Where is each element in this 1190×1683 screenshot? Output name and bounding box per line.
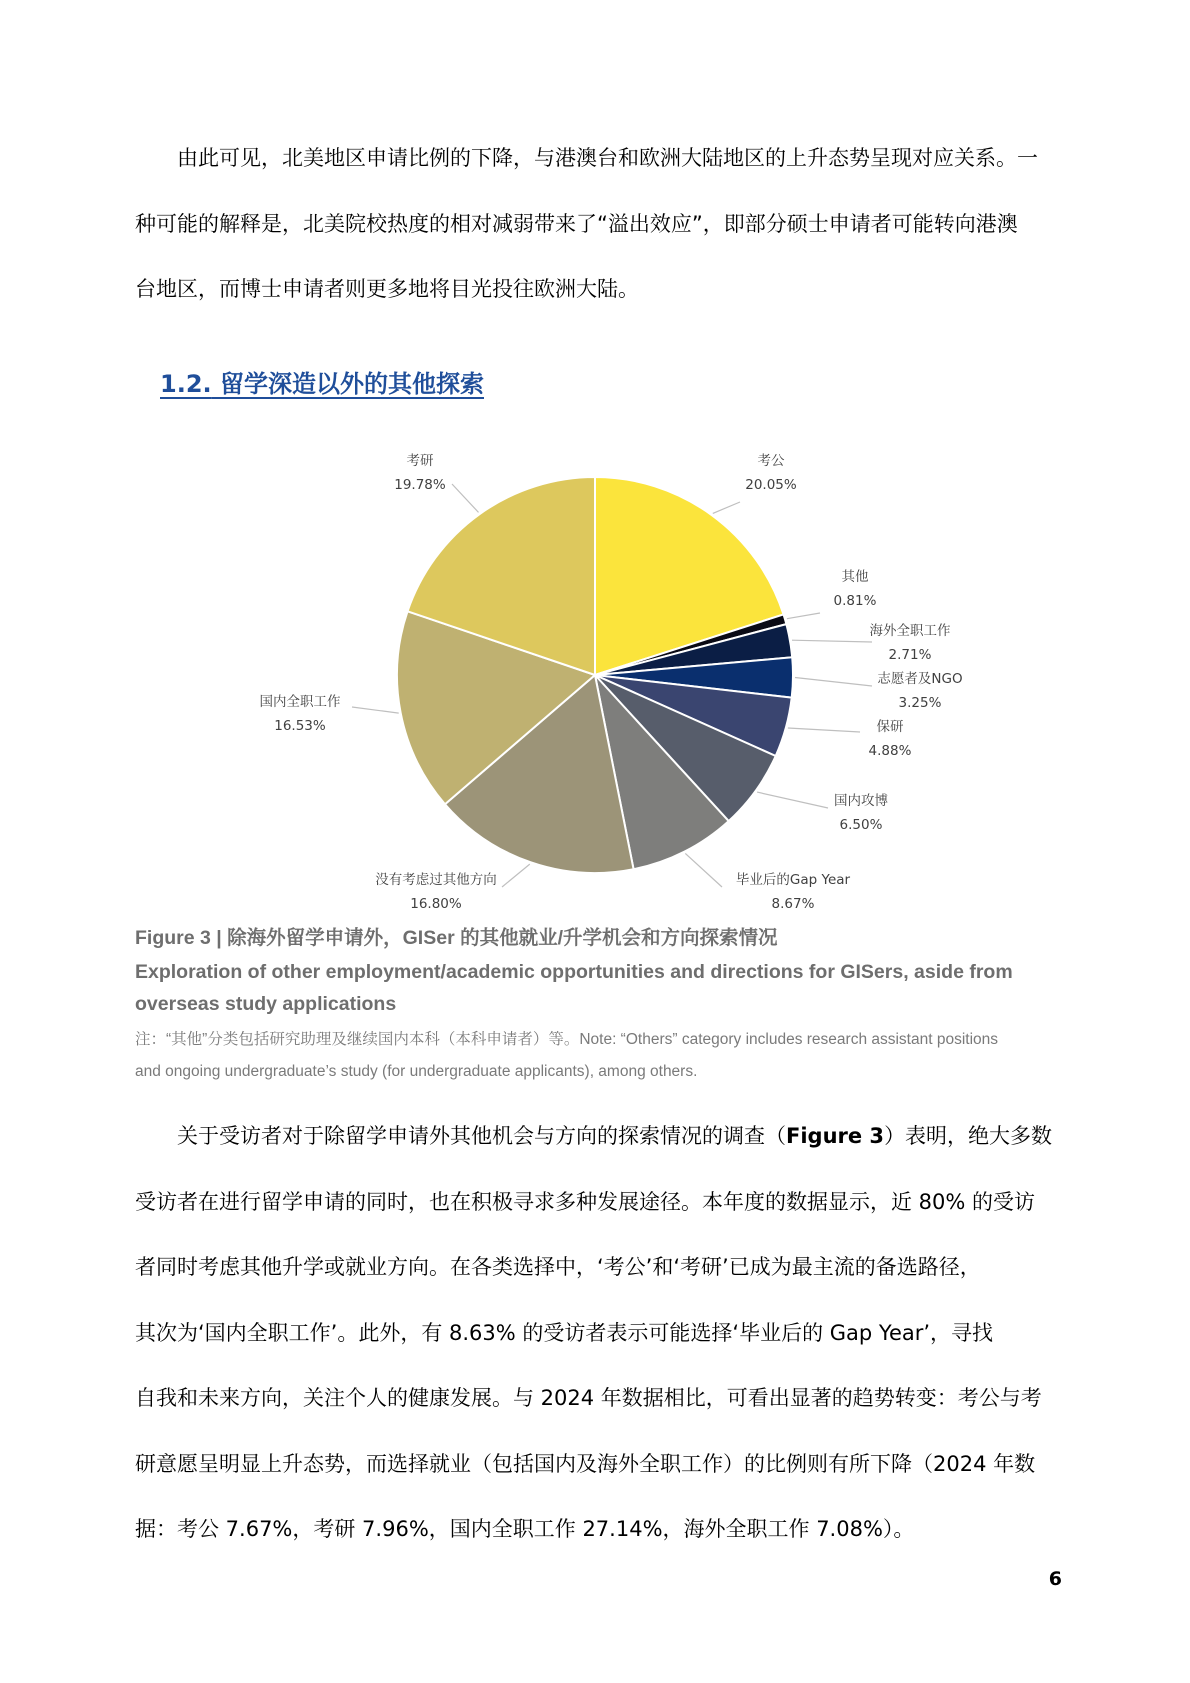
pie-chart [0,420,1190,930]
slice-label-8: 国内全职工作 [259,694,341,710]
leader-line-0 [713,502,740,513]
slice-value-4: 4.88% [868,743,912,759]
section-heading [160,364,484,399]
slice-label-1: 其他 [841,569,869,585]
leader-line-7 [502,864,530,887]
figure-note-line-1: 注：“其他”分类包括研究助理及继续国内本科（本科申请者）等。Note: “Others” category includes research assistant positions [135,1031,999,1048]
leader-line-2 [792,640,872,642]
slice-value-7: 16.80% [410,896,462,912]
slice-label-3: 志愿者及NGO [877,671,963,687]
intro-line-1: 由此可见，北美地区申请比例的下降，与港澳台和欧洲大陆地区的上升态势呈现对应关系。一 [177,146,1038,170]
slice-label-7: 没有考虑过其他方向 [375,872,497,888]
slice-value-3: 3.25% [898,695,942,711]
leader-line-5 [757,792,828,808]
slice-value-8: 16.53% [274,718,326,734]
slice-label-9: 考研 [406,453,434,469]
leader-line-6 [685,853,722,887]
slice-value-2: 2.71% [888,647,932,663]
slice-value-0: 20.05% [745,477,797,493]
slice-value-5: 6.50% [839,817,883,833]
figure-note-line-2: and ongoing undergraduate’s study (for undergraduate applicants), among others. [135,1063,698,1080]
figure-caption-cn: Figure 3 | 除海外留学申请外，GISer 的其他就业/升学机会和方向探索情况 [135,927,778,949]
analysis-line-4: 其次为‘国内全职工作’。此外，有 8.63% 的受访者表示可能选择‘毕业后的 Gap Year’，寻找 [135,1320,994,1345]
slice-label-6: 毕业后的Gap Year [735,872,851,888]
figure-caption-en-1: Exploration of other employment/academic opportunities and directions for GISers, aside from [135,961,1013,983]
intro-line-2: 种可能的解释是，北美院校热度的相对减弱带来了“溢出效应”，即部分硕士申请者可能转向港澳 [135,211,1018,236]
slice-label-4: 保研 [876,719,904,735]
leader-line-3 [795,678,872,687]
leader-line-8 [352,707,399,713]
slice-value-1: 0.81% [833,593,877,609]
section-number: 1.2. [160,370,212,398]
section-title: 留学深造以外的其他探索 [220,370,484,398]
analysis-paragraph [135,1104,1055,1563]
leader-line-4 [788,728,860,732]
analysis-line-5: 自我和未来方向，关注个人的健康发展。与 2024 年数据相比，可看出显著的趋势转变：考公与考 [135,1386,1042,1410]
intro-paragraph [135,126,1055,323]
slice-value-6: 8.67% [771,896,815,912]
figure-note [135,1024,1065,1088]
slice-value-9: 19.78% [394,477,446,493]
leader-line-9 [452,484,479,512]
analysis-line-3: 者同时考虑其他升学或就业方向。在各类选择中，‘考公’和‘考研’已成为最主流的备选路径， [135,1255,981,1279]
analysis-line-6: 研意愿呈明显上升态势，而选择就业（包括国内及海外全职工作）的比例则有所下降（2024 年数 [135,1451,1036,1476]
analysis-line-1b: ）表明，绝大多数 [884,1124,1053,1148]
analysis-line-7: 据：考公 7.67%，考研 7.96%，国内全职工作 27.14%，海外全职工作 7.08%）。 [135,1517,915,1541]
analysis-line-2: 受访者在进行留学申请的同时，也在积极寻求多种发展途径。本年度的数据显示，近 80% 的受访 [135,1189,1036,1214]
slice-label-5: 国内攻博 [834,793,888,809]
leader-line-1 [787,613,820,619]
intro-line-3: 台地区，而博士申请者则更多地将目光投往欧洲大陆。 [135,277,639,301]
page-number: 6 [1048,1568,1062,1590]
figure-reference: Figure 3 [786,1124,885,1148]
figure-caption-en-2: overseas study applications [135,993,397,1015]
analysis-line-1a: 关于受访者对于除留学申请外其他机会与方向的探索情况的调查（ [177,1124,786,1148]
slice-label-2: 海外全职工作 [869,623,951,639]
slice-label-0: 考公 [757,453,785,469]
